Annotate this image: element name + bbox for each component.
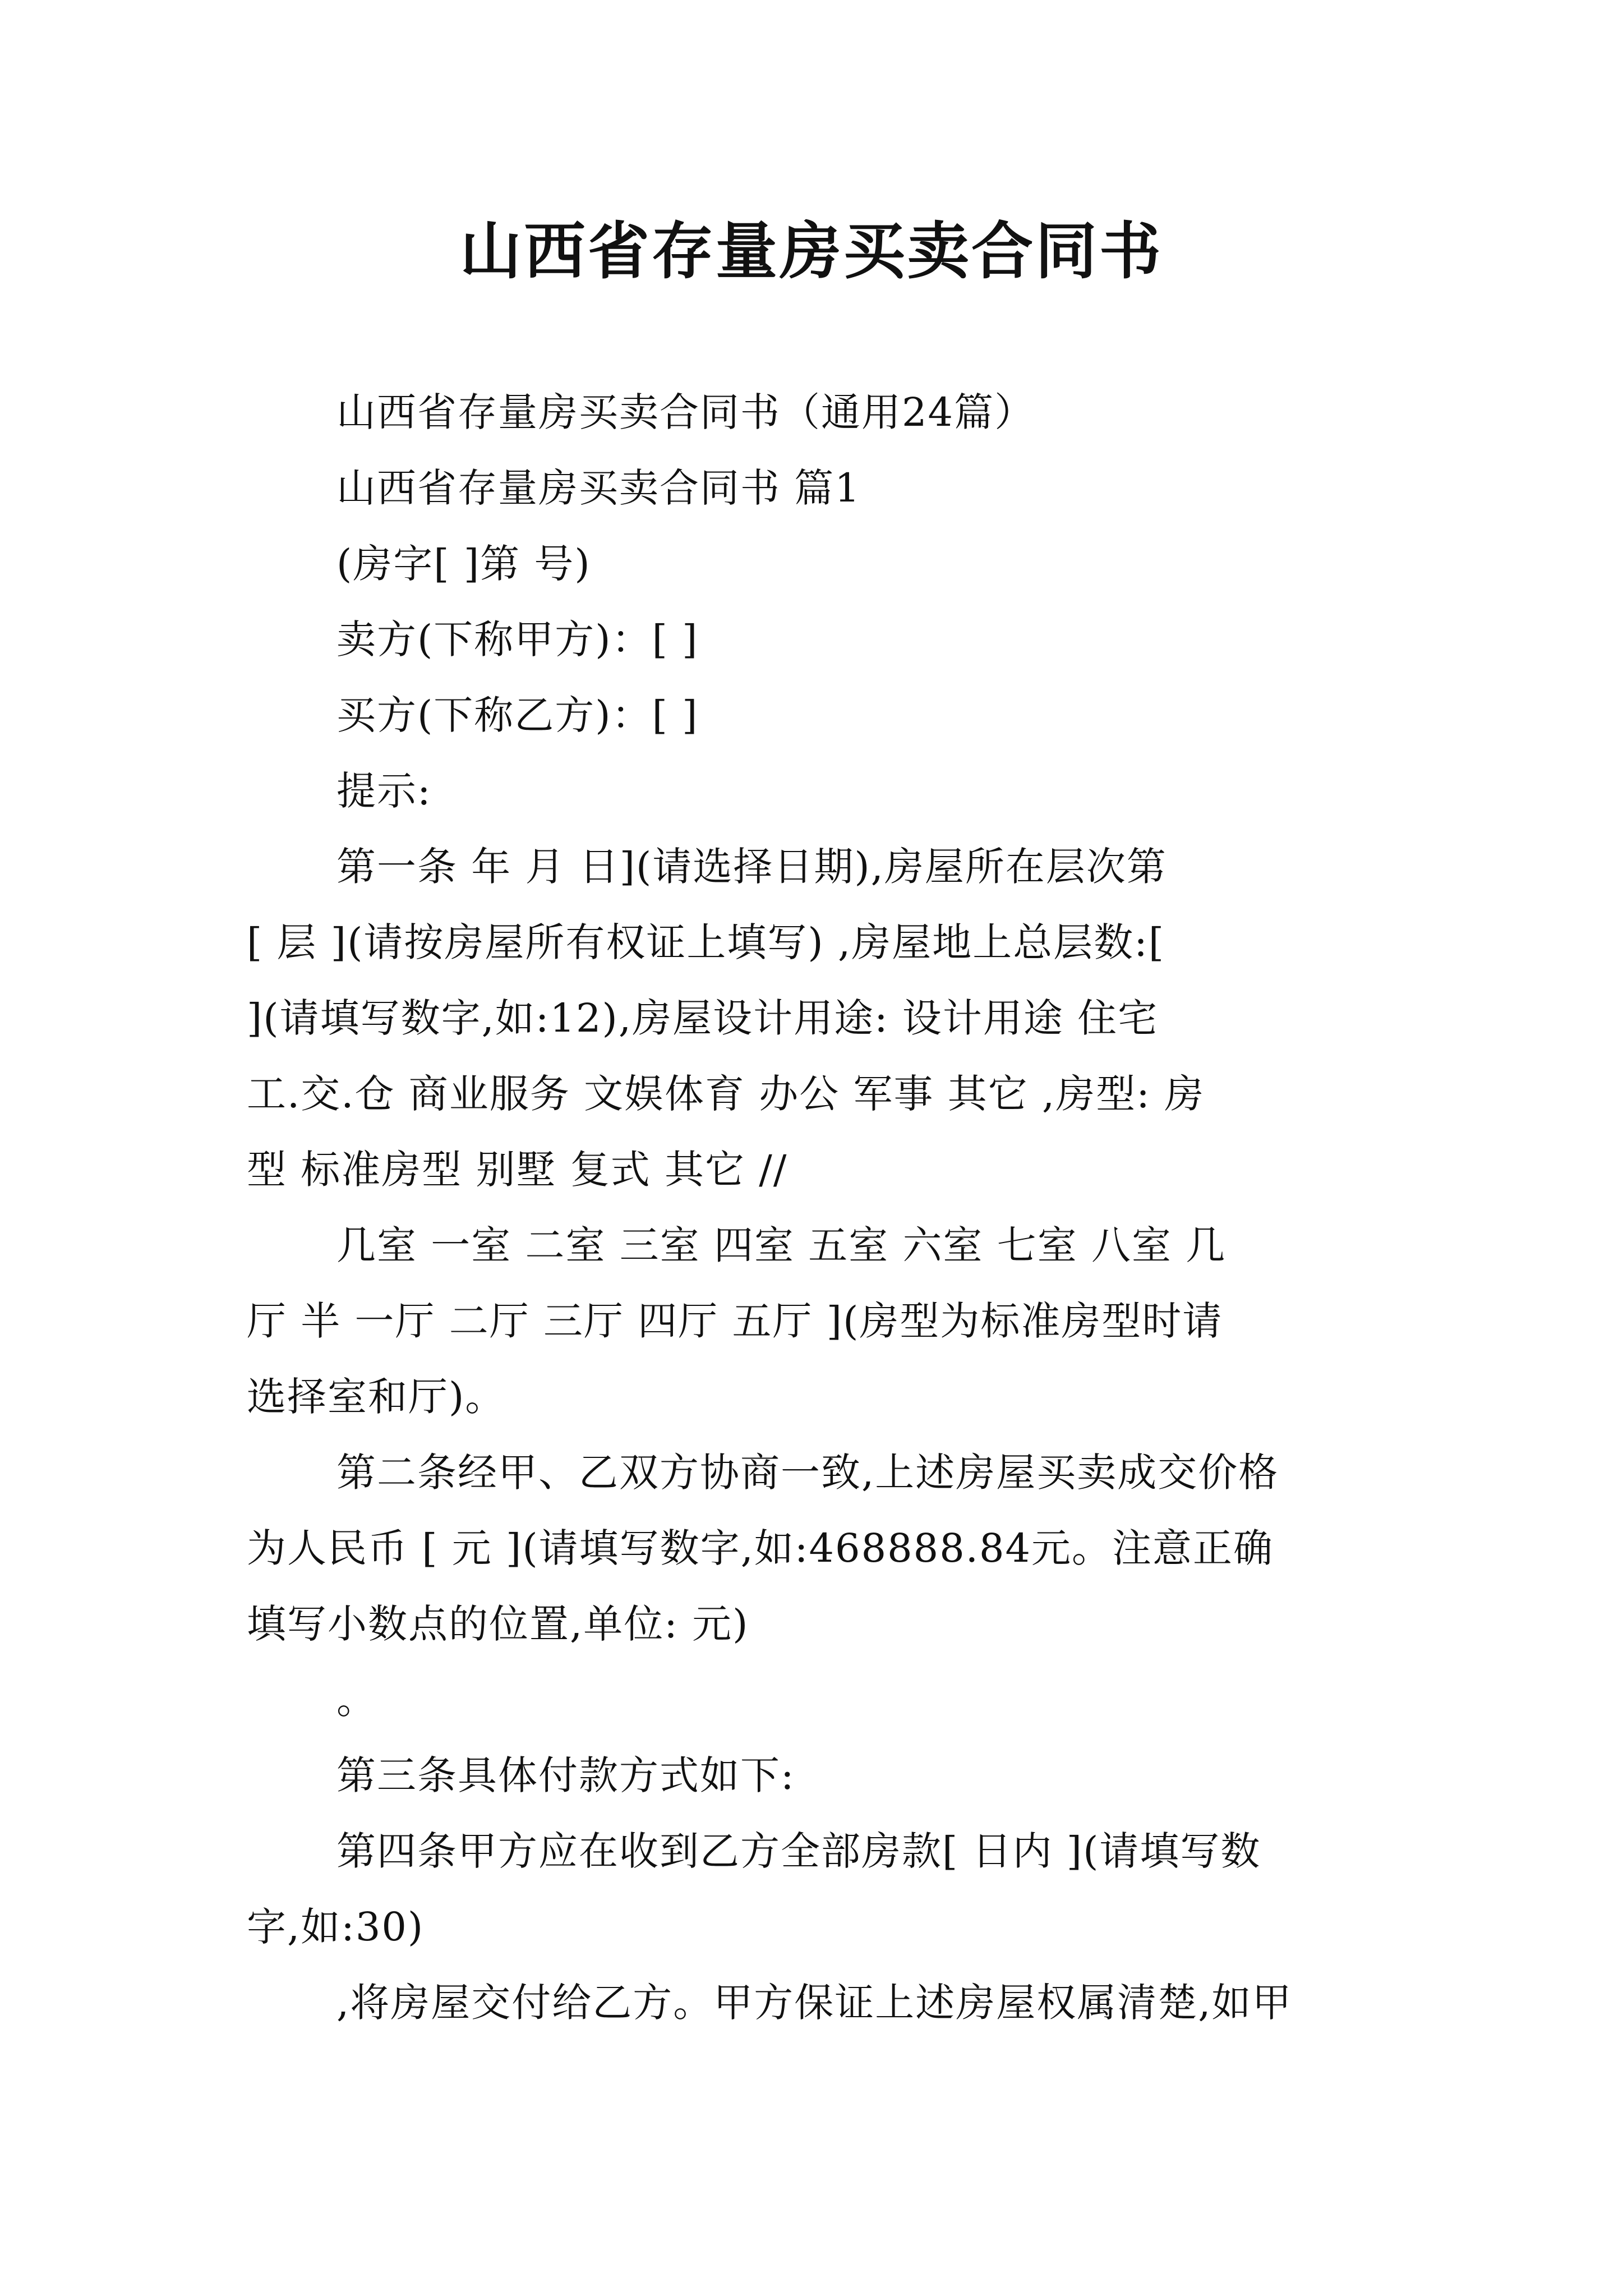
- section-heading: 山西省存量房买卖合同书 篇1: [336, 465, 861, 511]
- paragraph-line: 为人民币 [ 元 ](请填写数字,如:468888.84元。注意正确: [247, 1525, 1274, 1571]
- paragraph-line: 字,如:30): [247, 1904, 425, 1950]
- paragraph-line: 第二条经甲、乙双方协商一致,上述房屋买卖成交价格: [336, 1450, 1279, 1496]
- paragraph-line: 厅 半 一厅 二厅 三厅 四厅 五厅 ](房型为标准房型时请: [247, 1298, 1223, 1344]
- paragraph-line: ,将房屋交付给乙方。甲方保证上述房屋权属清楚,如甲: [336, 1980, 1293, 2026]
- paragraph-line: 第一条 年 月 日](请选择日期),房屋所在层次第: [336, 844, 1167, 890]
- paragraph-line: 选择室和厅)。: [247, 1374, 506, 1420]
- hint-line: 提示:: [336, 768, 432, 814]
- seller-line: 卖方(下称甲方)：[ ]: [336, 616, 699, 662]
- buyer-line: 买方(下称乙方)：[ ]: [336, 692, 699, 738]
- document-title: 山西省存量房买卖合同书: [460, 215, 1163, 287]
- paragraph-line: 型 标准房型 别墅 复式 其它 //: [247, 1147, 788, 1193]
- subtitle-line: 山西省存量房买卖合同书（通用24篇）: [336, 389, 1035, 435]
- paragraph-line: 。: [336, 1677, 377, 1723]
- paragraph-line: [ 层 ](请按房屋所有权证上填写) ,房屋地上总层数:[: [247, 919, 1165, 965]
- paragraph-line: 填写小数点的位置,单位: 元): [247, 1601, 749, 1647]
- paragraph-line: 几室 一室 二室 三室 四室 五室 六室 七室 八室 几: [336, 1222, 1227, 1268]
- paragraph-line: 第四条甲方应在收到乙方全部房款[ 日内 ](请填写数: [336, 1828, 1261, 1874]
- paragraph-line: 第三条具体付款方式如下:: [336, 1752, 795, 1798]
- paragraph-line: ](请填写数字,如:12),房屋设计用途: 设计用途 住宅: [247, 995, 1159, 1041]
- document-number-line: (房字[ ]第 号): [336, 541, 591, 587]
- paragraph-line: 工.交.仓 商业服务 文娱体育 办公 军事 其它 ,房型: 房: [247, 1071, 1205, 1117]
